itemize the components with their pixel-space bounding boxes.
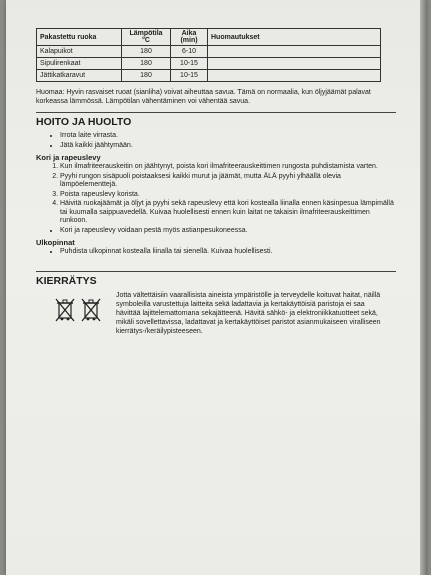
outer-bullets [36,248,396,257]
care-title: HOITO JA HUOLTO [36,116,132,128]
list-item: 4. Häivitä ruokajäämät ja öljyt ja pyyhi sekä rapeuslevy että kori kostealla liinalla ennen käsinpesua lämpimällä tai kuumalla saippuavedellä. Kuivaa huolellisesti ennen kuin laitat ne takaisin ilmafriteerauskeittimen runkoon. [60,200,396,226]
list-item: • Irrota laite virrasta. [60,132,396,141]
divider [36,271,396,272]
recycling-text: Jotta vältettäisiin vaarallisista aineista ympäristölle ja terveydelle koituvat haitat, näillä symboleilla varustettuja laitteita sekä ladattavia ja kertakäyttöisiä paristoja ei saa hävittää lajittelemattomana sekajätteenä. Hävitä sähkö- ja elektroniikkatuotteet sekä, mikäli sovellettavissa, ladattavat ja kertakäyttöiset paristot asianmukaiseen viralliseen kierrätys-/keräilypisteeseen. [116,291,381,335]
recycling-icons [54,297,106,323]
table-header: Aika (min) [171,29,208,46]
page-edge-shadow [420,0,426,575]
table-cell: 180 [122,70,171,82]
table-cell: 180 [122,46,171,58]
table-header: Huomautukset [208,29,381,46]
table-cell: 6-10 [171,46,208,58]
care-bullets [36,132,396,150]
table-row [37,58,381,70]
table-header: Lämpötila °C [122,29,171,46]
basket-extra [36,227,396,236]
table-row [37,46,381,58]
table-row [37,70,381,82]
list-item: 3. Poista rapeuslevy korista. [60,191,396,200]
table-cell: Jättikatkaravut [37,70,122,82]
table-cell: 10-15 [171,70,208,82]
recycling-title: KIERRÄTYS [36,274,97,287]
outer-title: Ulkopinnat [36,238,75,247]
page-content [36,28,396,336]
table-cell: 180 [122,58,171,70]
basket-title: Kori ja rapeuslevy [36,153,101,162]
table-cell: Sipulirenkaat [37,58,122,70]
frozen-food-table [36,28,381,82]
recycling-section [36,291,396,336]
table-cell [208,46,381,58]
list-item: • Puhdista ulkopinnat kostealla liinalla tai sienellä. Kuivaa huolellisesti. [60,248,396,257]
table-header-row [37,29,381,46]
list-item: • Kori ja rapeuslevy voidaan pestä myös astianpesukoneessa. [60,227,396,236]
table-cell: Kalapuikot [37,46,122,58]
basket-steps [36,163,396,226]
divider [36,112,396,113]
list-item: 2. Pyyhi rungon sisäpuoli poistaaksesi kaikki murut ja jäämät, mutta ÄLÄ pyyhi ylhäällä olevia lämpöelementtejä. [60,173,396,190]
list-item: 1. Kun ilmafriteerauskeitin on jäähtynyt, poista kori ilmafriteerauskeittimen rungosta puhdistamista varten. [60,163,396,172]
smoke-notice: Huomaa: Hyvin rasvaiset ruoat (sianliha) voivat aiheuttaa savua. Tämä on normaalia, kun öljyjäämät palavat korkeassa lämmössä. Lämpötilan vähentäminen voi vähentää savua. [36,89,371,105]
table-header: Pakastettu ruoka [37,29,122,46]
list-item: • Jätä kaikki jäähtymään. [60,142,396,151]
table-cell: 10-15 [171,58,208,70]
weee-crossed-bin-icon [54,297,76,323]
manual-page [6,0,426,575]
battery-crossed-bin-icon [80,297,102,323]
table-cell [208,70,381,82]
table-cell [208,58,381,70]
